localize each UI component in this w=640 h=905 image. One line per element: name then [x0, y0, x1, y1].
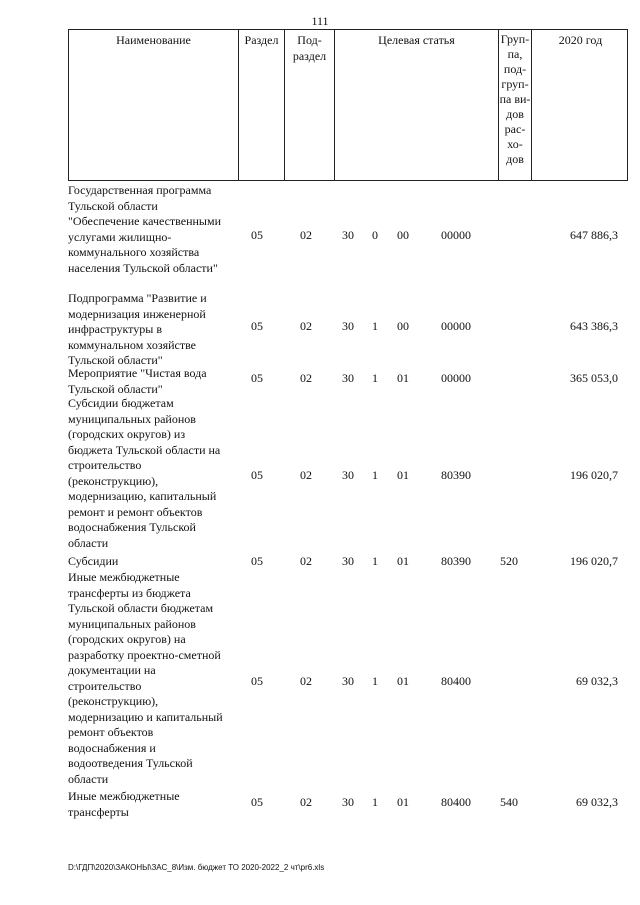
- row-t3: 01: [397, 674, 409, 688]
- row-razdel: 05: [251, 795, 263, 809]
- row-razdel: 05: [251, 319, 263, 333]
- table-row: [68, 789, 628, 821]
- row-name: Государственная программа Тульской области "Обеспечение качественными услугами жилищно-коммунального хозяйства населения Тульской области": [68, 183, 222, 275]
- row-t3: 01: [397, 554, 409, 568]
- row-t4: 80400: [441, 674, 471, 688]
- row-amount: 365 053,0: [570, 371, 618, 385]
- row-t2: 1: [372, 319, 378, 333]
- row-t2: 1: [372, 468, 378, 482]
- table-header: [68, 29, 628, 181]
- row-razdel: 05: [251, 554, 263, 568]
- row-t2: 1: [372, 371, 378, 385]
- row-t1: 30: [342, 468, 354, 482]
- row-amount: 643 386,3: [570, 319, 618, 333]
- row-group: 540: [500, 795, 518, 809]
- table-row: [68, 183, 628, 281]
- row-t3: 01: [397, 468, 409, 482]
- table-row: [68, 291, 628, 366]
- row-amount: 69 032,3: [576, 795, 618, 809]
- row-razdel: 05: [251, 371, 263, 385]
- row-amount: 647 886,3: [570, 228, 618, 242]
- row-t1: 30: [342, 795, 354, 809]
- row-group: 520: [500, 554, 518, 568]
- row-t4: 00000: [441, 371, 471, 385]
- row-t1: 30: [342, 554, 354, 568]
- page-number: 111: [311, 14, 329, 28]
- row-t2: 1: [372, 674, 378, 688]
- row-t3: 01: [397, 795, 409, 809]
- row-t2: 0: [372, 228, 378, 242]
- row-name: Иные межбюджетные трансферты: [68, 789, 180, 819]
- row-podrazdel: 02: [300, 554, 312, 568]
- table-row: [68, 570, 628, 786]
- header-podrazdel: Под- раздел: [285, 30, 335, 180]
- row-podrazdel: 02: [300, 228, 312, 242]
- row-t4: 00000: [441, 319, 471, 333]
- row-razdel: 05: [251, 468, 263, 482]
- row-t3: 00: [397, 319, 409, 333]
- header-target: Целевая статья: [335, 30, 499, 180]
- row-t4: 80400: [441, 795, 471, 809]
- row-amount: 196 020,7: [570, 554, 618, 568]
- row-razdel: 05: [251, 674, 263, 688]
- row-t3: 00: [397, 228, 409, 242]
- header-year: 2020 год: [558, 33, 603, 47]
- row-t2: 1: [372, 795, 378, 809]
- file-path-footer: D:\ГДП\2020\ЗАКОНЫ\ЗАС_8\Изм. бюджет ТО 2020-2022_2 чт\pr6.xls: [68, 863, 325, 872]
- row-t2: 1: [372, 554, 378, 568]
- row-t4: 00000: [441, 228, 471, 242]
- row-name: Субсидии: [68, 554, 119, 568]
- row-razdel: 05: [251, 228, 263, 242]
- row-t4: 80390: [441, 554, 471, 568]
- row-podrazdel: 02: [300, 468, 312, 482]
- row-name: Субсидии бюджетам муниципальных районов (городских округов) из бюджета Тульской области на строительство (реконструкцию), модернизацию, капитальный ремонт и ремонт объектов водоснабжения Тульской области: [68, 396, 221, 550]
- table-row: [68, 396, 628, 550]
- row-t1: 30: [342, 371, 354, 385]
- header-razdel: Раздел: [239, 30, 285, 180]
- row-amount: 69 032,3: [576, 674, 618, 688]
- row-podrazdel: 02: [300, 795, 312, 809]
- header-name: Наименование: [69, 30, 239, 180]
- row-amount: 196 020,7: [570, 468, 618, 482]
- table-row: [68, 366, 628, 396]
- header-group: Груп- па, под- груп- па ви- дов рас- хо- дов: [499, 30, 532, 180]
- row-podrazdel: 02: [300, 319, 312, 333]
- table-row: [68, 554, 628, 570]
- row-name: Иные межбюджетные трансферты из бюджета Тульской области бюджетам муниципальных районов (городских округов) на разработку проектно-сметной документации на строительство (реконструкцию), модернизацию и капитальный ремонт объектов водоснабжения и водоотведения Тульской области: [68, 570, 223, 786]
- row-t1: 30: [342, 228, 354, 242]
- row-t1: 30: [342, 674, 354, 688]
- row-podrazdel: 02: [300, 371, 312, 385]
- row-name: Мероприятие "Чистая вода Тульской области": [68, 366, 207, 396]
- row-t3: 01: [397, 371, 409, 385]
- row-name: Подпрограмма "Развитие и модернизация инженерной инфраструктуры в коммунальном хозяйстве Тульской области": [68, 291, 207, 367]
- row-podrazdel: 02: [300, 674, 312, 688]
- row-t1: 30: [342, 319, 354, 333]
- row-t4: 80390: [441, 468, 471, 482]
